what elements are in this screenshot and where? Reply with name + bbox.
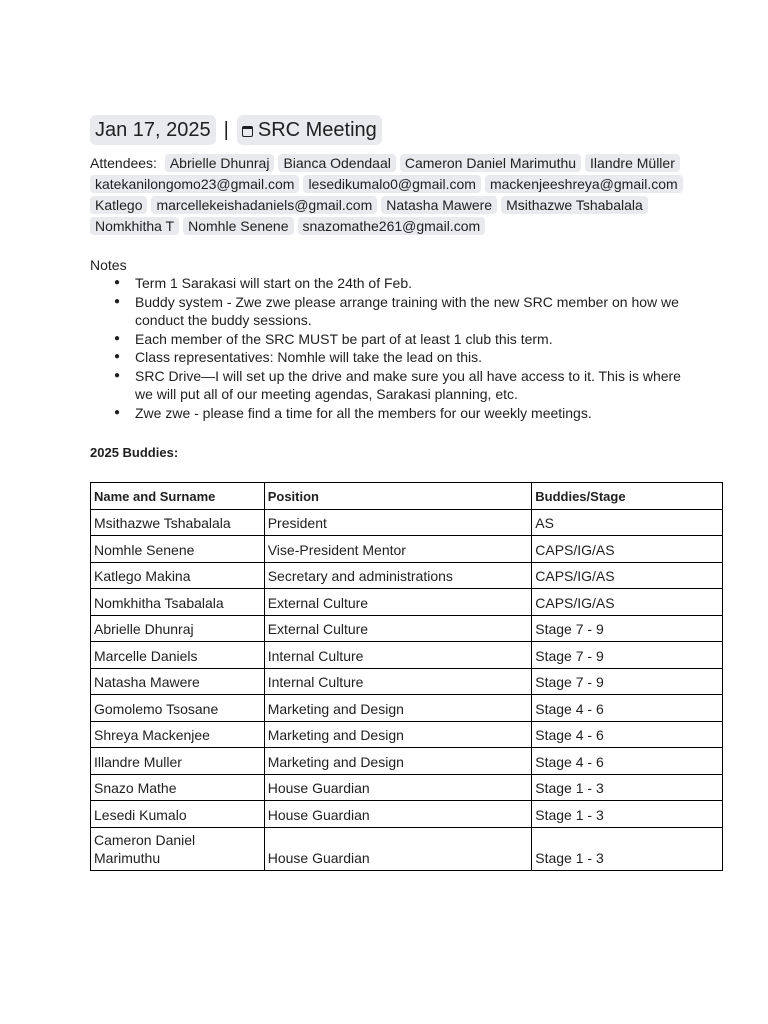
attendee-chip[interactable]: Natasha Mawere bbox=[381, 196, 497, 214]
stage-cell: CAPS/IG/AS bbox=[532, 536, 723, 563]
position-cell: Marketing and Design bbox=[264, 721, 532, 748]
position-cell: House Guardian bbox=[264, 801, 532, 828]
position-cell: House Guardian bbox=[264, 774, 532, 801]
table-row bbox=[91, 774, 723, 801]
list-item: ● Term 1 Sarakasi will start on the 24th of Feb. bbox=[90, 274, 690, 293]
attendee-chip[interactable]: Nomhle Senene bbox=[183, 217, 293, 235]
table-header-row bbox=[91, 483, 723, 510]
position-cell: Marketing and Design bbox=[264, 748, 532, 775]
table-row bbox=[91, 748, 723, 775]
position-cell: Marketing and Design bbox=[264, 695, 532, 722]
column-header: Name and Surname bbox=[91, 483, 265, 510]
table-row bbox=[91, 536, 723, 563]
name-cell: Lesedi Kumalo bbox=[91, 801, 265, 828]
attendee-chip[interactable]: snazomathe261@gmail.com bbox=[298, 217, 486, 235]
meeting-header bbox=[90, 115, 382, 145]
name-cell: Natasha Mawere bbox=[91, 668, 265, 695]
attendees-label: Attendees: bbox=[90, 155, 157, 171]
name-cell: Illandre Muller bbox=[91, 748, 265, 775]
table-row bbox=[91, 668, 723, 695]
date-chip[interactable] bbox=[90, 115, 216, 145]
list-item: ● SRC Drive—I will set up the drive and make sure you all have access to it. This is where we will put all of our meeting agendas, Sarakasi planning, etc. bbox=[90, 367, 690, 404]
table-row bbox=[91, 801, 723, 828]
column-header: Position bbox=[264, 483, 532, 510]
stage-cell: Stage 7 - 9 bbox=[532, 615, 723, 642]
attendee-chip[interactable]: Abrielle Dhunraj bbox=[165, 154, 275, 172]
attendee-chip[interactable]: Bianca Odendaal bbox=[278, 154, 395, 172]
attendee-chip[interactable]: Cameron Daniel Marimuthu bbox=[400, 154, 581, 172]
buddies-table bbox=[90, 482, 723, 871]
position-cell: President bbox=[264, 509, 532, 536]
stage-cell: Stage 1 - 3 bbox=[532, 774, 723, 801]
position-cell: House Guardian bbox=[264, 827, 532, 870]
attendee-chip[interactable]: Katlego bbox=[90, 196, 147, 214]
list-item: ● Buddy system - Zwe zwe please arrange training with the new SRC member on how we conduct the buddy sessions. bbox=[90, 293, 690, 330]
name-cell: Msithazwe Tshabalala bbox=[91, 509, 265, 536]
calendar-icon bbox=[242, 126, 253, 137]
column-header: Buddies/Stage bbox=[532, 483, 723, 510]
name-cell: Marcelle Daniels bbox=[91, 642, 265, 669]
name-cell: Gomolemo Tsosane bbox=[91, 695, 265, 722]
attendee-chip[interactable]: Msithazwe Tshabalala bbox=[501, 196, 648, 214]
table-row bbox=[91, 721, 723, 748]
stage-cell: CAPS/IG/AS bbox=[532, 562, 723, 589]
name-cell: Snazo Mathe bbox=[91, 774, 265, 801]
name-cell: Katlego Makina bbox=[91, 562, 265, 589]
attendee-chip[interactable]: Ilandre Müller bbox=[585, 154, 680, 172]
attendee-chip[interactable]: Nomkhitha T bbox=[90, 217, 179, 235]
stage-cell: Stage 1 - 3 bbox=[532, 801, 723, 828]
list-item: ● Zwe zwe - please find a time for all the members for our weekly meetings. bbox=[90, 404, 690, 423]
stage-cell: Stage 7 - 9 bbox=[532, 642, 723, 669]
position-cell: External Culture bbox=[264, 615, 532, 642]
table-row bbox=[91, 827, 723, 870]
notes-list bbox=[90, 274, 690, 422]
stage-cell: Stage 4 - 6 bbox=[532, 695, 723, 722]
stage-cell: Stage 4 - 6 bbox=[532, 721, 723, 748]
stage-cell: AS bbox=[532, 509, 723, 536]
attendee-chip[interactable]: marcellekeishadaniels@gmail.com bbox=[151, 196, 377, 214]
name-cell: Cameron Daniel Marimuthu bbox=[91, 827, 265, 870]
attendees-list bbox=[90, 153, 690, 237]
attendee-chip[interactable]: lesedikumalo0@gmail.com bbox=[303, 175, 481, 193]
position-cell: External Culture bbox=[264, 589, 532, 616]
name-cell: Shreya Mackenjee bbox=[91, 721, 265, 748]
position-cell: Internal Culture bbox=[264, 668, 532, 695]
attendee-chip[interactable]: mackenjeeshreya@gmail.com bbox=[485, 175, 683, 193]
table-row bbox=[91, 642, 723, 669]
header-separator: | bbox=[223, 119, 229, 141]
event-chip[interactable] bbox=[237, 115, 382, 145]
name-cell: Abrielle Dhunraj bbox=[91, 615, 265, 642]
position-cell: Internal Culture bbox=[264, 642, 532, 669]
position-cell: Vise-President Mentor bbox=[264, 536, 532, 563]
name-cell: Nomkhitha Tsabalala bbox=[91, 589, 265, 616]
buddies-heading: 2025 Buddies: bbox=[90, 445, 179, 460]
table-row bbox=[91, 615, 723, 642]
stage-cell: Stage 1 - 3 bbox=[532, 827, 723, 870]
table-row bbox=[91, 562, 723, 589]
list-item: ● Class representatives: Nomhle will take the lead on this. bbox=[90, 348, 690, 367]
table-row bbox=[91, 695, 723, 722]
meeting-date: Jan 17, 2025 bbox=[95, 119, 211, 141]
list-item: ● Each member of the SRC MUST be part of at least 1 club this term. bbox=[90, 330, 690, 349]
stage-cell: CAPS/IG/AS bbox=[532, 589, 723, 616]
stage-cell: Stage 7 - 9 bbox=[532, 668, 723, 695]
stage-cell: Stage 4 - 6 bbox=[532, 748, 723, 775]
name-cell: Nomhle Senene bbox=[91, 536, 265, 563]
event-title: SRC Meeting bbox=[257, 119, 377, 141]
attendee-chip[interactable]: katekanilongomo23@gmail.com bbox=[90, 175, 299, 193]
table-row bbox=[91, 589, 723, 616]
position-cell: Secretary and administrations bbox=[264, 562, 532, 589]
notes-heading: Notes bbox=[90, 257, 127, 273]
table-row bbox=[91, 509, 723, 536]
